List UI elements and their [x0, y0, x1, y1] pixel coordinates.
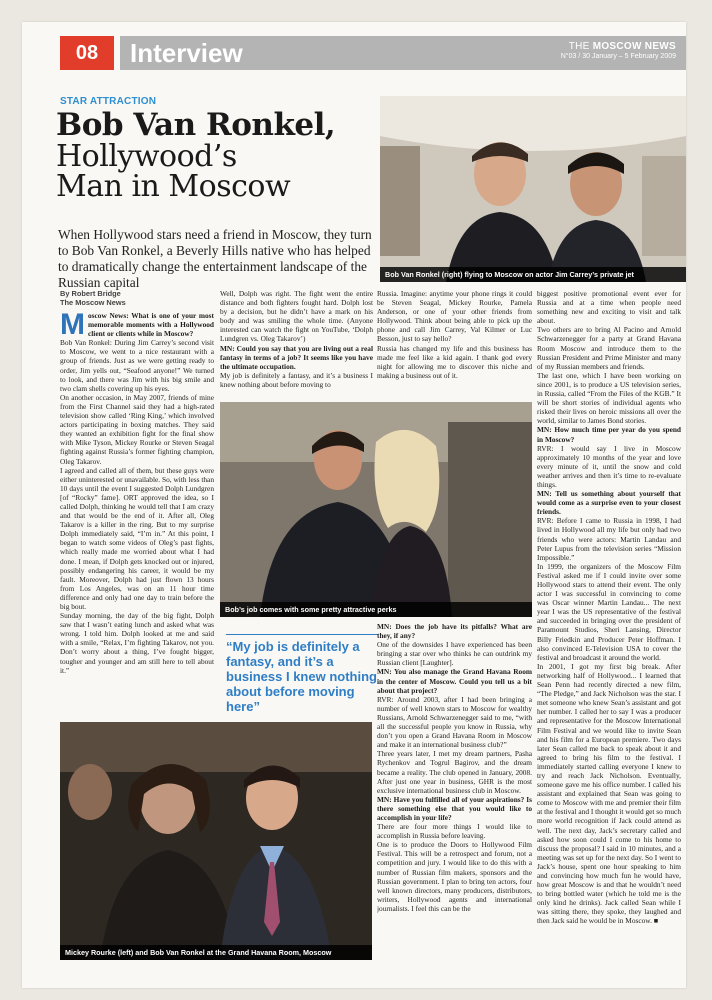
question: MN: How much time per year do you spend in Moscow? — [537, 425, 681, 444]
paragraph: Well, Dolph was right. The fight went the entire distance and both fighters fought hard. Dolph lost by a decision, but he didn’t have a mark on his body and was smiling the whole time. (Anyone interested can watch the fight on YouTube, ‘Dolph Lundgren vs. Oleg Takarov’) — [220, 289, 373, 344]
byline-author: By Robert Bridge — [60, 289, 121, 298]
photo-havana — [60, 722, 372, 960]
paragraph: Bob Van Ronkel: During Jim Carrey’s second visit to Moscow, we went to a nice restaurant with a group of friends. Just as we were getting ready to order, Jim yells out, “Seafood anyone!” We turned to look, and there was Jim with his big smile and two clam shells covering up his eyes. — [60, 338, 214, 393]
opening-question-text: oscow News: What is one of your most memorable moments with a Hollywood client or clients while in Moscow? — [88, 311, 214, 339]
photo-jet — [380, 96, 686, 282]
headline-line-2: Hollywood’s — [56, 138, 237, 174]
standfirst: When Hollywood stars need a friend in Moscow, they turn to Bob Van Ronkel, a Beverly Hills native who has helped to dramatically change the entertainment landscape of the Russian capital — [58, 227, 372, 290]
paragraph: In 2001, I got my first big break. After networking half of Hollywood... I learned that Sean Penn had recently directed a new film, “The Pledge,” and Jack Nicholson was the star. I met someone who knew Sean’s assistant and got her number. I called her to say I was a producer and representative for the Moscow International Film Festival and we would like to invite Sean and his film for a European premiere. Two days later Sean called me back to speak about it and agreed to bring his film to the festival. I immediately started calling everyone I knew to try and reach Jack Nicholson. Eventually, someone gave me his office number. I called his assistant and explained that Sean was going to come to Moscow with me and premier their film at the festival and I thought it would get so much more world recognition if Jack could attend as well. The next day, Jack’s secretary called and asked how soon could I come to his home to discuss the proposal? I said in 10 minutes, and a meeting was set up for the next day. So I went to Jack’s house, spent one hour speaking to him and convincing how much fun he would have, how great Moscow is and that he wouldn’t need to bring bottled water (which he told me is the only kind he drinks). Jack called Sean while I was sitting there, they spoke, they laughed and then Jack said he would be in Moscow. ■ — [537, 661, 681, 926]
paragraph: RVR: I would say I live in Moscow approximately 10 months of the year and love every minute of it, until the snow and cold weather arrives and then it’s time to re-evaluate things. — [537, 443, 681, 489]
paragraph: Two others are to bring Al Pacino and Arnold Schwarzenegger for a party at Grand Havana Room Moscow and introduce them to the Russian President and Prime Minister and many of my Russian members and friends. — [537, 325, 681, 371]
photo-perks-image — [220, 402, 532, 617]
article-column-1 — [60, 289, 214, 759]
photo-perks-caption: Bob’s job comes with some pretty attractive perks — [220, 602, 532, 617]
opening-question — [60, 308, 214, 341]
newspaper-page — [22, 22, 686, 988]
publication-prefix: THE — [568, 41, 593, 52]
question: MN: Tell us something about yourself that would come as a surprise even to your closest friends. — [537, 489, 681, 517]
paragraph: One is to produce the Doors to Hollywood Film Festival. This will be a retrospect and forum, not a competition and jury. I would like to do this with a number of Russian film makers, sponsors and the Russian government. I plan to bring ten actors, four well known directors, many producers, distributors, writers, Hollywood agents and international journalists. I feel this can be the — [377, 840, 532, 913]
headline-line-1: Bob Van Ronkel, — [56, 107, 336, 143]
paragraph: biggest positive promotional event ever for Russia and at a time when people need something new and exciting to visit and talk about. — [537, 289, 681, 326]
photo-perks — [220, 402, 532, 617]
masthead — [561, 41, 676, 60]
publication-brand: MOSCOW NEWS — [592, 41, 676, 52]
paragraph: RVR: Before I came to Russia in 1998, I had lived in Hollywood all my life but only had two friends who were actors: Martin Landau and Peter Lupus from the television series “Mission Impossible.” — [537, 516, 681, 562]
article-column-2 — [220, 289, 373, 399]
article-column-3-bottom — [377, 622, 532, 982]
paragraph: RVR: Around 2003, after I had been bringing a number of well known stars to Moscow for wealthy Russians, Arnold Schwarzenegger said to me, “with all the successful people you know in Russia, why don’t you open a Grand Havana Room in Moscow and make it an international business club?” — [377, 694, 532, 750]
headline — [56, 107, 386, 205]
page-header — [60, 36, 686, 72]
photo-jet-image — [380, 96, 686, 282]
paragraph: One of the downsides I have experienced has been bringing a star over who thinks he can outdrink my Russian client [Laughter]. — [377, 640, 532, 668]
byline — [60, 289, 214, 307]
paragraph: There are four more things I would like to accomplish in Russia before leaving. — [377, 822, 532, 841]
issue-date: N°03 / 30 January – 5 February 2009 — [560, 53, 676, 60]
publication-name — [561, 41, 676, 52]
photo-havana-image — [60, 722, 372, 960]
paragraph: Russia. Imagine: anytime your phone rings it could be Steven Seagal, Mickey Rourke, Pamela Anderson, or one of your other friends from Hollywood. Think about being able to pick up the phone and call Jim Carrey, Val Kilmer or Luc Besson, just to say hello? — [377, 289, 532, 344]
article-column-3-top — [377, 289, 532, 399]
article-column-4 — [537, 289, 681, 982]
paragraph: My job is definitely a fantasy, and it’s a business I knew nothing about before moving to — [220, 370, 373, 389]
question: MN: Have you fulfilled all of your aspirations? Is there something else that you would like to accomplish in your life? — [377, 794, 532, 822]
paragraph: Sunday morning, the day of the big fight, Dolph saw that I wasn’t eating lunch and asked what was wrong. I told him. Dolph looked at me and said with a smile, “Relax, I’m fighting Takarov, not you. Don’t worry about a thing, I’ve fought bigger, tougher and younger and am still here to tell about it.” — [60, 611, 214, 675]
headline-line-3: Man in Moscow — [56, 169, 291, 205]
paragraph: In 1999, the organizers of the Moscow Film Festival asked me if I could invite over some Hollywood stars to attend their event. The only actor I was successful in convincing to come was Oscar winner Martin Landau... The next year I was the US representative of the festival and succeeded in bringing over the president of Paramount Studios, Sheri Lansing, Director Billy Friedkin and Producer Peter Hoffman. I also convinced E-Television USA to cover the festival and broadcast it around the world. — [537, 561, 681, 662]
pull-quote: “My job is definitely a fantasy, and it’s a business I knew nothing about before moving here” — [226, 634, 378, 714]
question: MN: You also manage the Grand Havana Room in the center of Moscow. Could you tell us a bit about that project? — [377, 667, 532, 695]
paragraph: Three years later, I met my dream partners, Pasha Rychenkov and Togrul Bagirov, and the dream became a reality. The club opened in January, 2008. After just one year in business, GHR is the most exclusive international business club in Moscow. — [377, 749, 532, 795]
page-number: 08 — [60, 36, 114, 70]
question: MN: Could you say that you are living out a real fantasy in terms of a job? It seems like you have the ultimate occupation. — [220, 343, 373, 371]
question: MN: Does the job have its pitfalls? What are they, if any? — [377, 622, 532, 641]
kicker: STAR ATTRACTION — [60, 96, 157, 107]
paragraph: On another occasion, in May 2007, friends of mine from the First Channel said they had a high-rated television show called ‘Ring King,’ which involved actors participating in boxing matches. They said they wanted an exhibition fight for the final show with Mike Tyson, Mickey Rourke or Steven Seagal fighting against Russia’s former fighting champion, Oleg Takarov. — [60, 392, 214, 466]
paragraph: I agreed and called all of them, but these guys were either uninterested or unavailable. So, with less than 10 days until the event I suggested Dolph Lundgren [of “Rocky” fame]. ORT approved the idea, so I called Dolph, thinking he would tell that I am crazy and that would be the end of it. After all, Oleg Takarov is a killer in the ring. But to my surprise Dolph immediately said, “I’m in.” At this point, I began to watch some videos of Oleg’s past fights, which really made me worried about what I had done. I mean, if Dolph gets knocked out or injured, possibly endangering his career, it would be my fault. Moreover, Dolph had just flown 13 hours from Los Angeles, was on an 11 hour time difference and only had one day to train before the big bout. — [60, 465, 214, 611]
paragraph: The last one, which I have been working on since 2001, is to produce a US television series, in Russia, called “From the Files of the KGB.” It will be short stories of individual agents who risked their lives on heroic missions all over the world, similar to James Bond stories. — [537, 370, 681, 426]
photo-havana-caption: Mickey Rourke (left) and Bob Van Ronkel at the Grand Havana Room, Moscow — [60, 945, 372, 960]
paragraph: Russia has changed my life and this business has made me feel like a kid again. I thank god every night for allowing me to discover this niche and making a business out of it. — [377, 343, 532, 380]
section-bar — [120, 36, 686, 70]
drop-cap: M — [60, 308, 85, 341]
byline-outlet: The Moscow News — [60, 298, 126, 307]
photo-jet-caption: Bob Van Ronkel (right) flying to Moscow on actor Jim Carrey’s private jet — [380, 267, 686, 282]
section-title: Interview — [130, 38, 243, 68]
